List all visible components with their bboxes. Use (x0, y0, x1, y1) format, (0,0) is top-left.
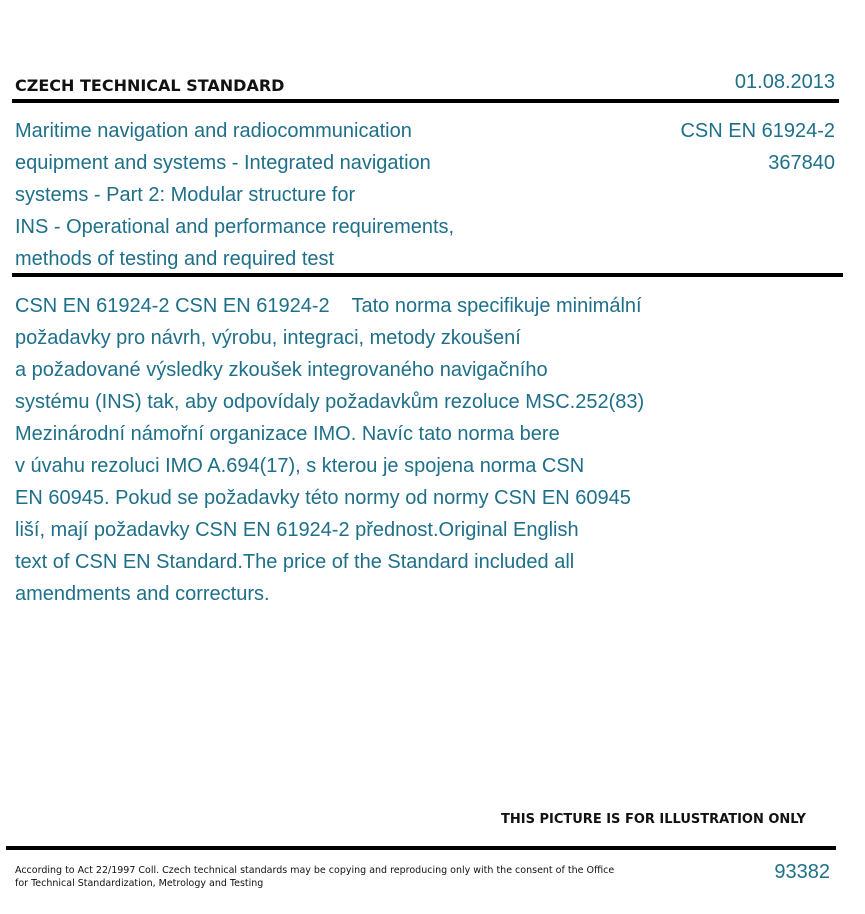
title-line: methods of testing and required test (15, 248, 335, 270)
footer-number: 93382 (774, 861, 830, 883)
standard-codes (680, 115, 835, 179)
header-rule (12, 99, 839, 103)
standard-code: CSN EN 61924-2 (680, 120, 835, 142)
description-line: Mezinárodní námořní organizace IMO. Navíc tato norma bere (15, 423, 560, 445)
illustration-notice: THIS PICTURE IS FOR ILLUSTRATION ONLY (501, 812, 806, 827)
description (15, 290, 715, 610)
title-line: INS - Operational and performance requirements, (15, 216, 455, 238)
description-line: amendments and correcturs. (15, 583, 270, 605)
footer-legal-line: According to Act 22/1997 Coll. Czech technical standards may be copying and reproducing only with the consent of the Office (15, 865, 615, 876)
description-line: CSN EN 61924-2 CSN EN 61924-2 Tato norma specifikuje minimální (15, 295, 642, 317)
description-line: systému (INS) tak, aby odpovídaly požadavkům rezoluce MSC.252(83) (15, 391, 645, 413)
title-line: systems - Part 2: Modular structure for (15, 184, 356, 206)
description-line: EN 60945. Pokud se požadavky této normy od normy CSN EN 60945 (15, 487, 631, 509)
footer-legal-line: for Technical Standardization, Metrology and Testing (15, 878, 264, 889)
class-number: 367840 (768, 152, 835, 174)
description-line: požadavky pro návrh, výrobu, integraci, metody zkoušení (15, 327, 521, 349)
footer-legal-text (15, 864, 615, 890)
standard-title (15, 115, 535, 275)
footer-rule (6, 846, 836, 850)
header-date: 01.08.2013 (734, 71, 835, 93)
description-line: v úvahu rezoluci IMO A.694(17), s kterou je spojena norma CSN (15, 455, 585, 477)
description-line: a požadované výsledky zkoušek integrovaného navigačního (15, 359, 548, 381)
header-title: CZECH TECHNICAL STANDARD (15, 76, 285, 95)
title-rule (12, 273, 843, 277)
title-line: Maritime navigation and radiocommunication (15, 120, 412, 142)
title-line: equipment and systems - Integrated navigation (15, 152, 431, 174)
description-line: liší, mají požadavky CSN EN 61924-2 přednost.Original English (15, 519, 579, 541)
description-line: text of CSN EN Standard.The price of the Standard included all (15, 551, 575, 573)
